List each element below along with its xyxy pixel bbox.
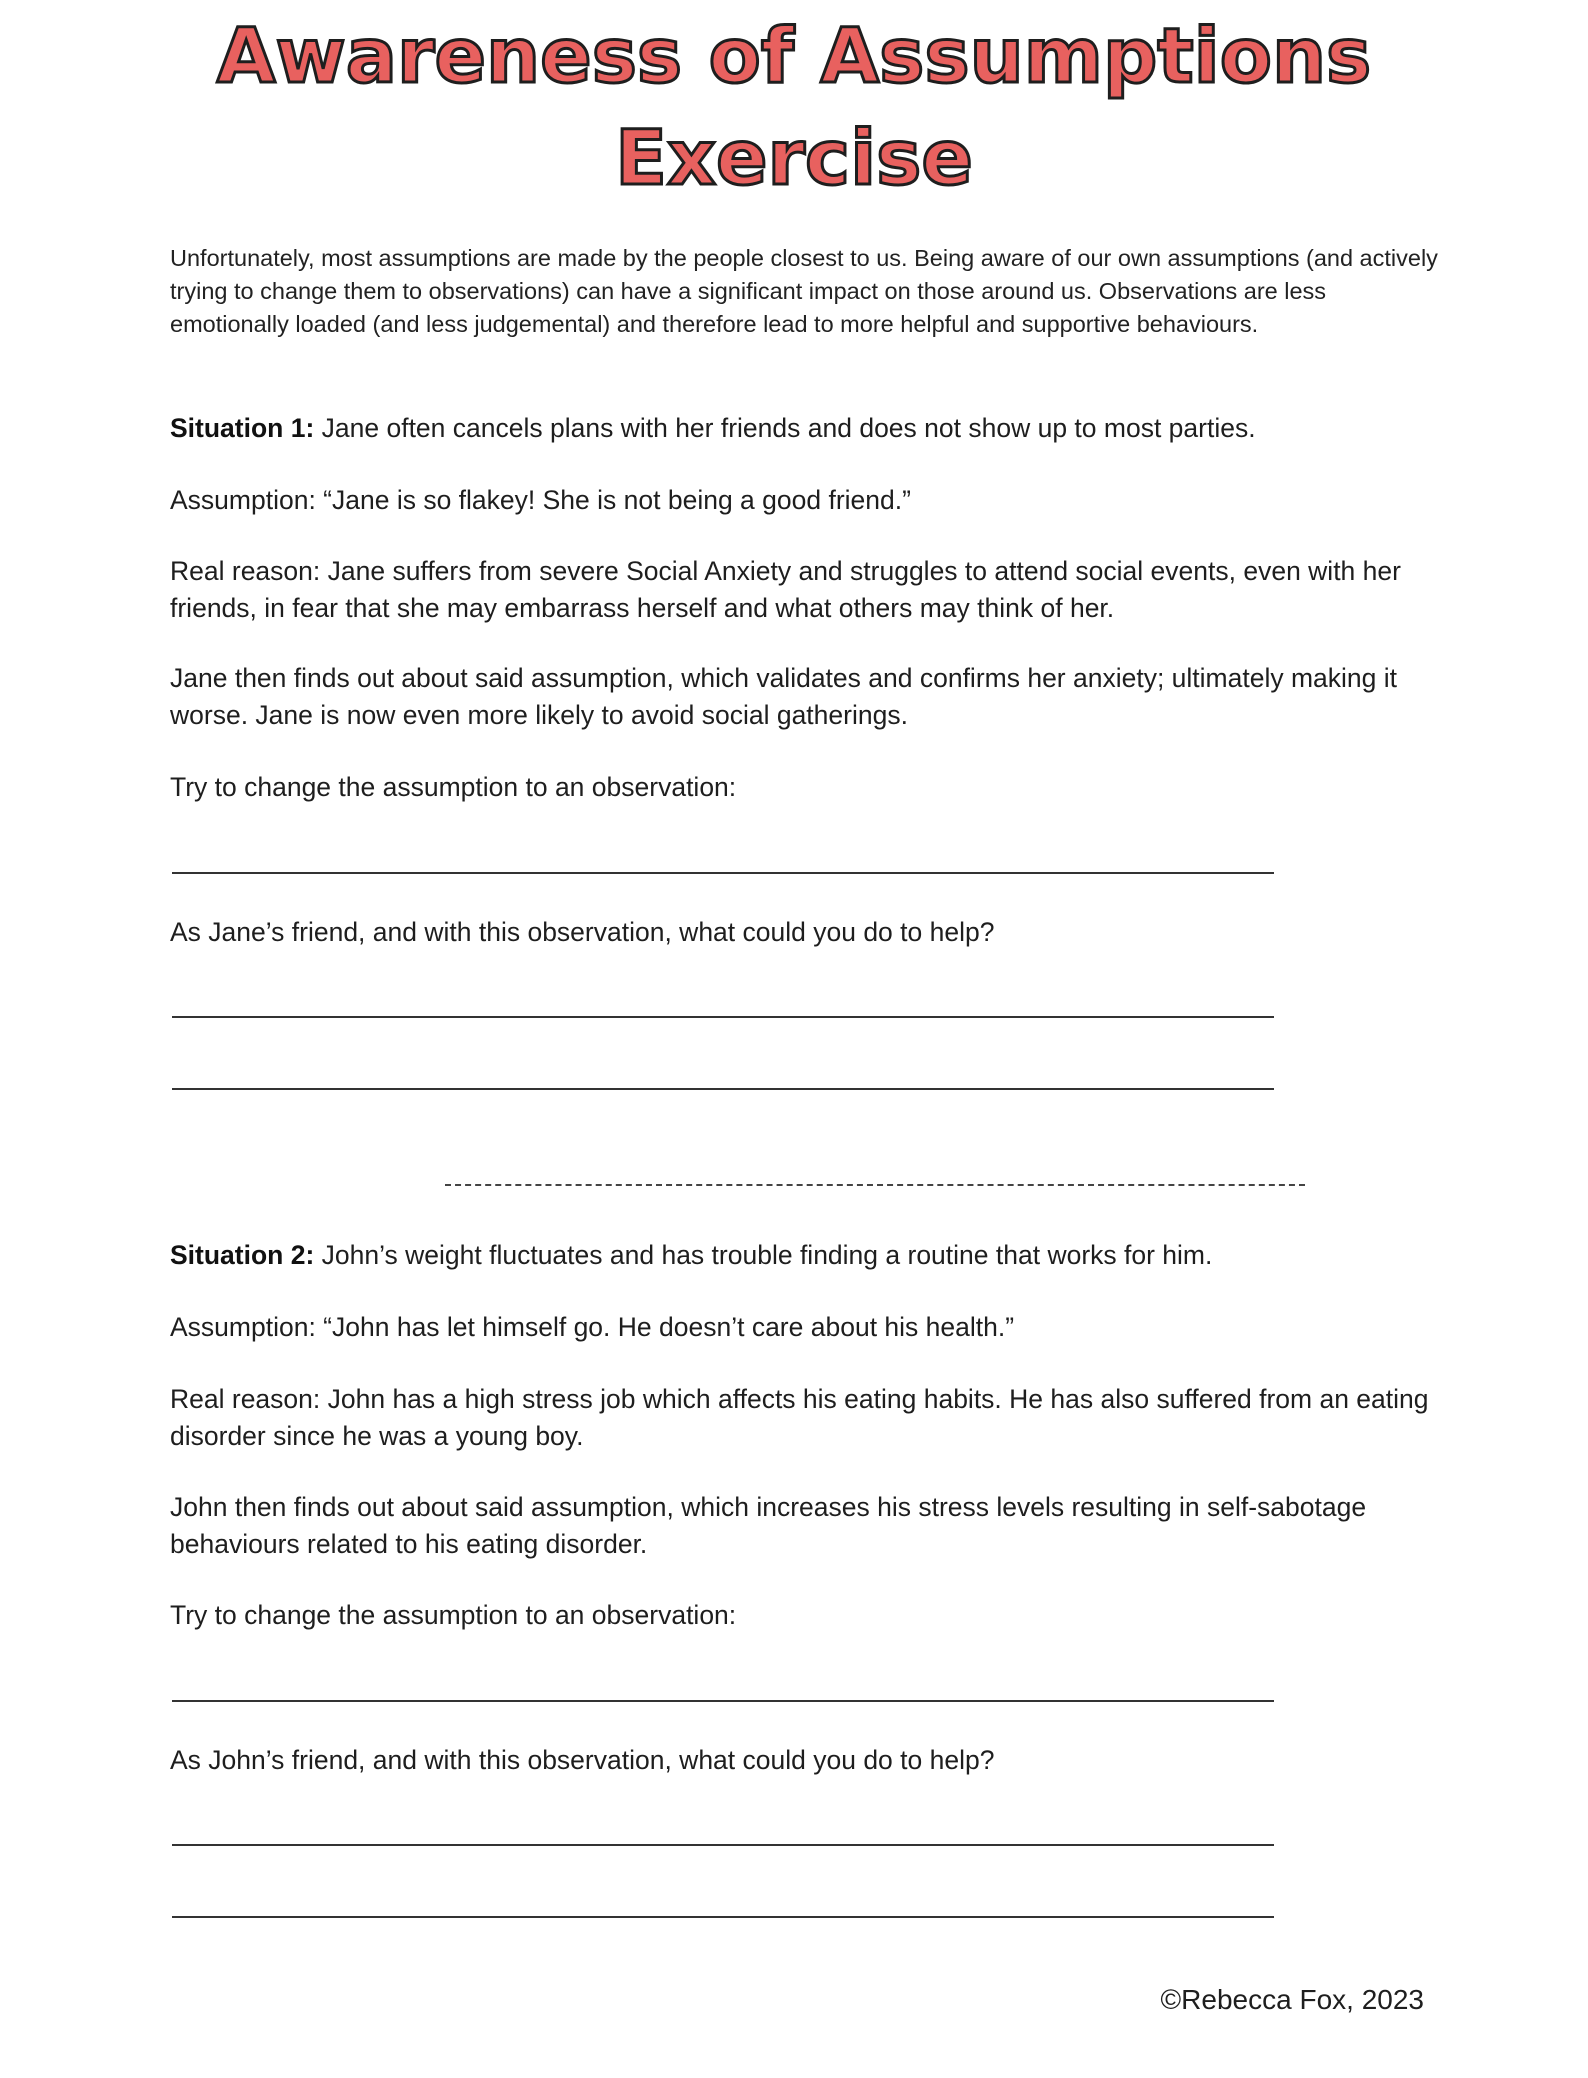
situation-2-help-answer-line-1[interactable] [172, 1844, 1274, 1846]
situation-2-assumption: Assumption: “John has let himself go. He doesn’t care about his health.” [170, 1312, 1015, 1342]
situation-2-heading: Situation 2: [170, 1240, 315, 1270]
copyright-notice: ©Rebecca Fox, 2023 [1160, 1984, 1424, 2015]
situation-2-real-reason: Real reason: John has a high stress job which affects his eating habits. He has also suffered from an eating disorder since he was a young boy. [170, 1384, 1429, 1451]
situation-1-help-answer-line-1[interactable] [172, 1016, 1274, 1018]
situation-1-help-answer-line-2[interactable] [172, 1088, 1274, 1090]
situation-2-consequence: John then finds out about said assumption, which increases his stress levels resulting in self-sabotage behaviours related to his eating disorder. [170, 1492, 1367, 1559]
situation-1-observation-prompt: Try to change the assumption to an observation: [170, 772, 737, 802]
situation-2-statement [170, 1237, 1440, 1274]
situation-2-help-answer-line-2[interactable] [172, 1916, 1274, 1918]
situation-1-consequence: Jane then finds out about said assumption, which validates and confirms her anxiety; ultimately making it worse. Jane is now even more likely to avoid social gatherings. [170, 663, 1398, 730]
situation-2-observation-prompt: Try to change the assumption to an observation: [170, 1600, 737, 1630]
situation-1-statement [170, 410, 1440, 447]
section-divider [445, 1184, 1305, 1186]
situation-1-help-prompt: As Jane’s friend, and with this observation, what could you do to help? [170, 917, 995, 947]
situation-1-heading: Situation 1: [170, 413, 315, 443]
page-title-line-2: Exercise [615, 113, 973, 202]
situation-1-observation-answer-line[interactable] [172, 872, 1274, 874]
situation-1-assumption: Assumption: “Jane is so flakey! She is not being a good friend.” [170, 485, 911, 515]
situation-2-text: John’s weight fluctuates and has trouble finding a routine that works for him. [314, 1240, 1213, 1270]
situation-1-real-reason: Real reason: Jane suffers from severe Social Anxiety and struggles to attend social events, even with her friends, in fear that she may embarrass herself and what others may think of her. [170, 556, 1401, 623]
page-title-line-1: Awareness of Assumptions [216, 11, 1372, 100]
intro-paragraph: Unfortunately, most assumptions are made by the people closest to us. Being aware of our own assumptions (and actively trying to change them to observations) can have a significant impact on those around us. Observations are less emotionally loaded (and less judgemental) and therefore lead to more helpful and supportive behaviours. [170, 245, 1438, 337]
situation-2-help-prompt: As John’s friend, and with this observation, what could you do to help? [170, 1745, 995, 1775]
situation-2-observation-answer-line[interactable] [172, 1700, 1274, 1702]
situation-1-text: Jane often cancels plans with her friends and does not show up to most parties. [314, 413, 1256, 443]
